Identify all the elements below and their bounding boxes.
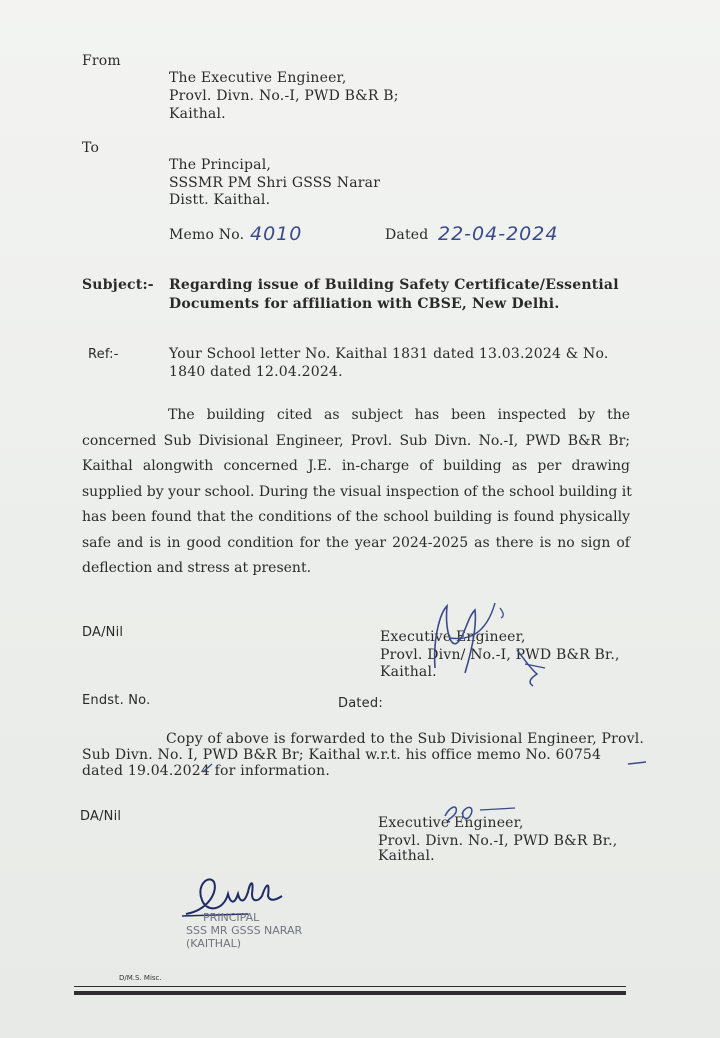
enclosure-2: DA/Nil bbox=[80, 809, 122, 824]
body-paragraph bbox=[82, 403, 630, 582]
from-line-3: Kaithal. bbox=[169, 106, 226, 122]
body-line: deflection and stress at present. bbox=[82, 560, 312, 576]
dated-label: Dated bbox=[385, 227, 429, 243]
engineer-initials-2 bbox=[430, 798, 530, 828]
body-line: Kaithal alongwith concerned J.E. in-charge of building as per drawing bbox=[82, 458, 630, 474]
body-line: concerned Sub Divisional Engineer, Provl. Sub Divn. No.-I, PWD B&R Br; bbox=[82, 432, 630, 449]
signatory-1-line-1: Executive Engineer, bbox=[380, 629, 526, 645]
signatory-1-line-2: Provl. Divn/ No.-I, PWD B&R Br., bbox=[380, 647, 620, 663]
body-line: supplied by your school. During the visual inspection of the school building it bbox=[82, 483, 632, 500]
signatory-1-line-3: Kaithal. bbox=[380, 664, 437, 680]
signatory-2-line-2: Provl. Divn. No.-I, PWD B&R Br., bbox=[378, 833, 618, 849]
signatory-2-line-1: Executive Engineer, bbox=[378, 815, 524, 831]
pen-marks bbox=[198, 742, 648, 782]
from-line-1: The Executive Engineer, bbox=[169, 70, 347, 86]
body-line: has been found that the conditions of the school building is found physically bbox=[82, 509, 630, 525]
engineer-signature-1 bbox=[395, 598, 565, 698]
body-line: The building cited as subject has been inspected by the bbox=[168, 407, 630, 423]
signatory-2-line-3: Kaithal. bbox=[378, 848, 435, 864]
copy-line-2: Sub Divn. No. I, PWD B&R Br; Kaithal w.r.t. his office memo No. 60754 bbox=[82, 747, 602, 763]
ref-line-1: Your School letter No. Kaithal 1831 dated 13.03.2024 & No. bbox=[169, 346, 609, 362]
principal-stamp-line-2: SSS MR GSSS NARAR bbox=[186, 924, 303, 937]
to-line-3: Distt. Kaithal. bbox=[169, 192, 271, 208]
ref-line-2: 1840 dated 12.04.2024. bbox=[169, 364, 343, 380]
footer-rule-thick bbox=[74, 991, 626, 995]
subject-label: Subject:- bbox=[82, 277, 154, 293]
to-line-1: The Principal, bbox=[169, 157, 272, 173]
principal-stamp-line-1: PRINCIPAL bbox=[203, 911, 260, 924]
date-handwritten: 22-04-2024 bbox=[438, 223, 559, 245]
from-label: From bbox=[82, 53, 121, 69]
to-line-2: SSSMR PM Shri GSSS Narar bbox=[169, 175, 381, 191]
subject-line-2: Documents for affiliation with CBSE, New Delhi. bbox=[169, 296, 560, 312]
subject-line-1: Regarding issue of Building Safety Certificate/Essential bbox=[169, 277, 619, 293]
to-label: To bbox=[82, 140, 100, 156]
enclosure-1: DA/Nil bbox=[82, 625, 124, 640]
endst-label: Endst. No. bbox=[82, 693, 151, 708]
footer-rule-thin bbox=[74, 986, 626, 987]
footer-code: D/M.S. Misc. bbox=[119, 974, 162, 982]
endst-dated-label: Dated: bbox=[338, 696, 383, 711]
body-line: safe and is in good condition for the year 2024-2025 as there is no sign of bbox=[82, 534, 630, 551]
memo-number-handwritten: 4010 bbox=[250, 223, 303, 245]
from-line-2: Provl. Divn. No.-I, PWD B&R B; bbox=[169, 88, 399, 104]
copy-line-1: Copy of above is forwarded to the Sub Divisional Engineer, Provl. bbox=[166, 731, 645, 747]
ref-label: Ref:- bbox=[88, 347, 119, 362]
copy-line-3: dated 19.04.2024 for information. bbox=[82, 763, 331, 779]
principal-stamp-line-3: (KAITHAL) bbox=[186, 937, 242, 950]
memo-label: Memo No. bbox=[169, 227, 245, 243]
